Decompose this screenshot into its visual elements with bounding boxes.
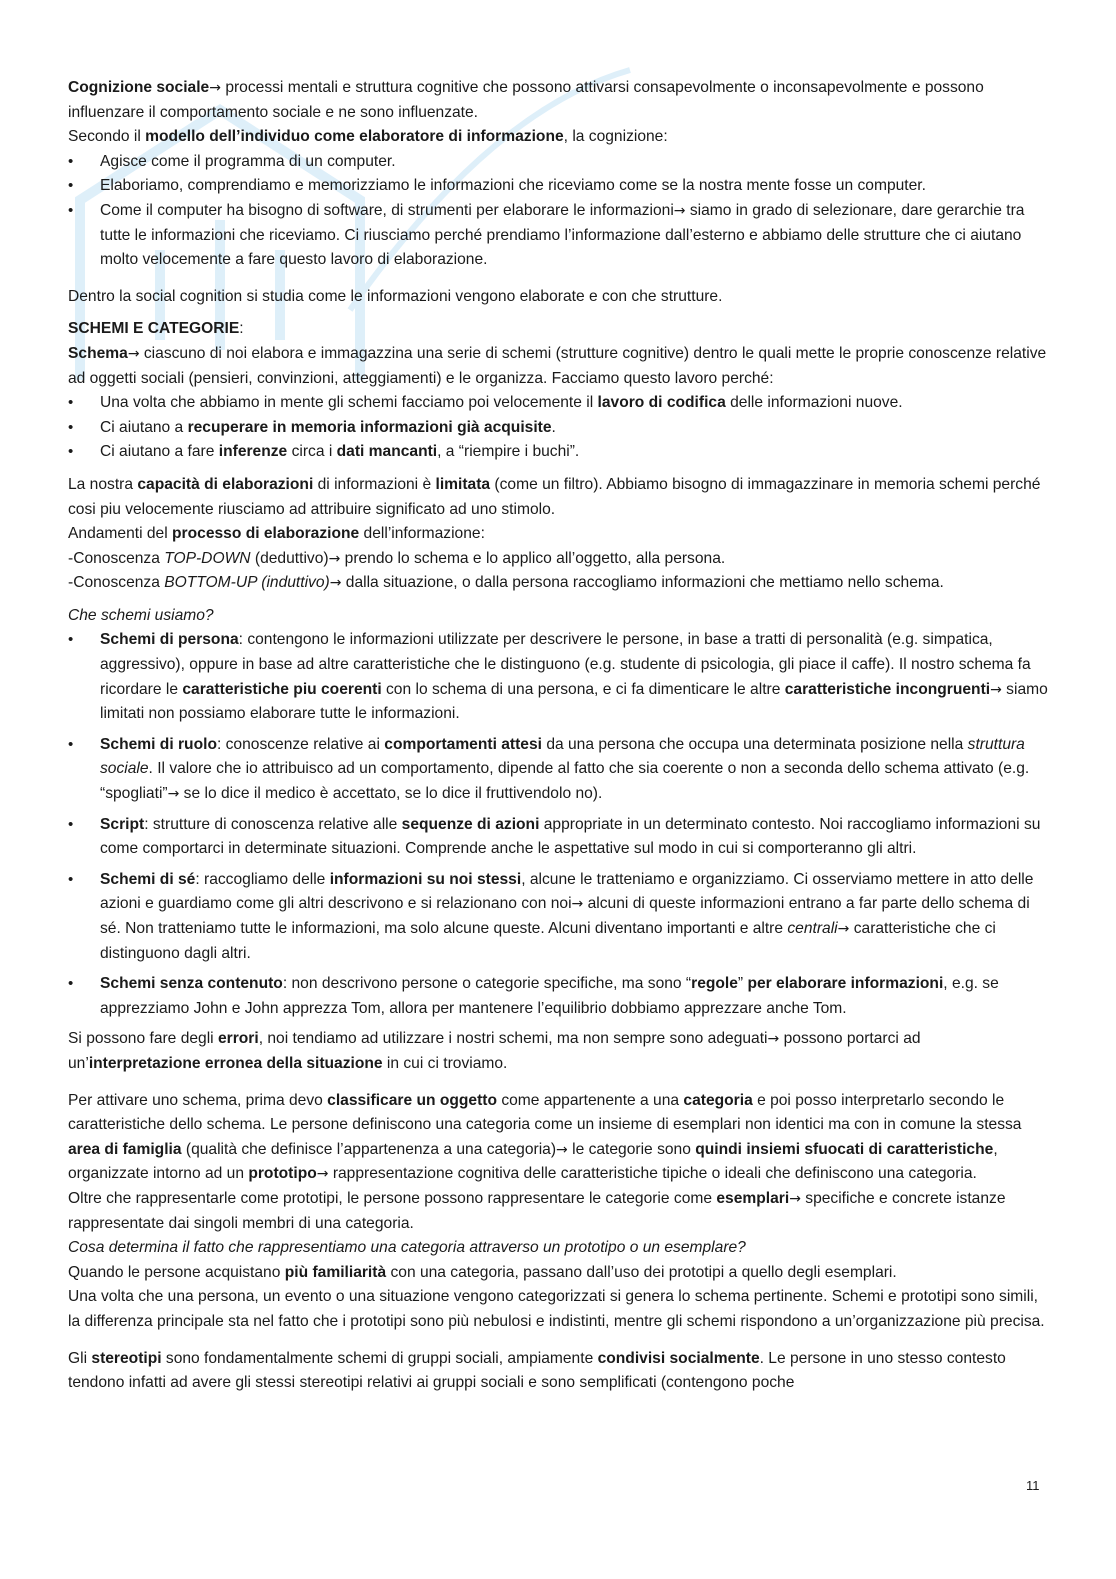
text-run: Gli <box>68 1349 92 1367</box>
bold-term: condivisi socialmente <box>597 1349 760 1367</box>
text-run: , organizzate intorno ad un <box>68 1140 998 1183</box>
italic-text: BOTTOM-UP (induttivo) <box>164 574 330 592</box>
text-run: circa i <box>287 443 337 461</box>
bold-term: per elaborare informazioni <box>747 975 944 993</box>
bold-term: sequenze di azioni <box>401 815 540 833</box>
list-item <box>68 391 1048 416</box>
text-run: Ci aiutano a <box>100 418 188 436</box>
paragraph-p13 <box>68 1187 1048 1236</box>
bold-term: comportamenti attesi <box>384 735 542 753</box>
paragraph-p3 <box>68 285 1048 310</box>
bold-term: Schemi di persona <box>100 631 239 649</box>
bold-term: Schemi di sé <box>100 870 196 888</box>
list-item <box>68 813 1048 862</box>
list-item <box>68 972 1048 1021</box>
bold-term: limitata <box>435 475 491 493</box>
list-item <box>68 174 1048 199</box>
bold-term: esemplari <box>716 1189 790 1207</box>
text-run: Una volta che abbiamo in mente gli schemi facciamo poi velocemente il <box>100 394 598 412</box>
list-item <box>68 868 1048 966</box>
paragraph-p8 <box>68 547 1048 572</box>
list-item <box>68 150 1048 175</box>
text-run: ciascuno di noi elabora e immagazzina una serie di schemi (strutture cognitive) dentro le quali mette le proprie conoscenze relative ad oggetti sociali (pensieri, convinzioni, atteggiamenti) e le organizza. Facciamo questo lavoro perché: <box>68 344 1047 387</box>
text-run: caratteristiche che ci distinguono dagli altri. <box>100 920 996 962</box>
bold-term: recuperare in memoria informazioni già acquisite <box>187 418 552 436</box>
bold-term: processo di elaborazione <box>172 525 360 543</box>
text-run: appropriate in un determinato contesto. Noi raccogliamo informazioni su come comportarci in determinate situazioni. Comprende anche le aspettative sul modo in cui si comporteranno gli altri. <box>100 815 1041 858</box>
text-run: : conoscenze relative ai <box>216 735 385 753</box>
arrow-icon: → <box>329 575 342 592</box>
text-run: (qualità che definisce l’appartenenza a una categoria) <box>181 1140 557 1158</box>
text-run: rappresentazione cognitiva delle caratteristiche tipiche o ideali che definiscono una categoria. <box>328 1165 977 1183</box>
text-run: con una categoria, passano dall’uso dei prototipi a quello degli esemplari. <box>386 1263 897 1281</box>
text-run: Oltre che rappresentarle come prototipi, le persone possono rappresentare le categorie come <box>68 1189 717 1207</box>
bold-term: quindi insiemi sfuocati di caratteristiche <box>695 1140 994 1158</box>
bold-term: capacità di elaborazioni <box>137 475 314 493</box>
paragraph-p11 <box>68 1027 1048 1076</box>
paragraph-p4 <box>68 317 1048 342</box>
text-run: come appartenente a una <box>497 1091 684 1109</box>
arrow-icon: → <box>767 1031 780 1048</box>
text-run: prendo lo schema e lo applico all’oggetto, alla persona. <box>340 549 726 567</box>
text-run: siamo in grado di selezionare, dare gerarchie tra tutte le informazioni che riceviamo. Ci riusciamo perché prendiamo l’informazione dall’esterno e abbiamo delle strutture che ci aiutano molto velocemente a fare questo lavoro di elaborazione. <box>100 201 1025 269</box>
text-run: da una persona che occupa una determinata posizione nella <box>541 735 968 753</box>
arrow-icon: → <box>127 345 140 362</box>
bold-term: classificare un oggetto <box>327 1091 497 1109</box>
arrow-icon: → <box>990 681 1002 698</box>
document-body <box>68 76 1048 1396</box>
text-run: Andamenti del <box>68 525 173 543</box>
bold-term: Schemi di ruolo <box>100 735 217 753</box>
text-run: Una volta che una persona, un evento o una situazione vengono categorizzati si genera lo schema pertinente. Schemi e prototipi sono simili, la differenza principale sta nel fatto che i prototipi sono più nebulosi e indistinti, mentre gli schemi rispondono a un’organizzazione più precisa. <box>68 1288 1045 1330</box>
paragraph-p17 <box>68 1347 1048 1396</box>
paragraph-p7 <box>68 522 1048 547</box>
text-run: specifiche e concrete istanze rappresentate dai singoli membri di una categoria. <box>68 1189 1006 1232</box>
text-run: Ci aiutano a fare <box>100 443 219 461</box>
bold-term: modello dell’individuo come elaboratore di informazione <box>145 128 564 146</box>
arrow-icon: → <box>316 1166 329 1183</box>
text-run: Si possono fare degli <box>68 1030 218 1048</box>
paragraph-p16 <box>68 1285 1048 1334</box>
text-run: : <box>239 320 244 338</box>
text-run: : raccogliamo delle <box>195 870 330 888</box>
text-run: , a “riempire i buchi”. <box>437 443 580 461</box>
bold-term: SCHEMI E CATEGORIE <box>68 320 240 338</box>
text-run: . Le persone in uno stesso contesto tendono infatti ad avere gli stessi stereotipi relativi ai gruppi sociali e sono semplificati (contengono poche <box>68 1349 1006 1392</box>
text-run: Quando le persone acquistano <box>68 1263 285 1281</box>
list-item <box>68 199 1048 273</box>
text-run: . <box>551 418 556 436</box>
bold-term: caratteristiche piu coerenti <box>182 680 382 698</box>
arrow-icon: → <box>328 550 341 567</box>
list-item <box>68 440 1048 465</box>
bold-term: Schema <box>68 344 128 362</box>
arrow-icon: → <box>556 1141 568 1158</box>
text-run: di informazioni è <box>313 475 436 493</box>
list-item <box>68 416 1048 441</box>
arrow-icon: → <box>167 786 180 803</box>
text-run: dalla situazione, o dalla persona raccogliamo informazioni che mettiamo nello schema. <box>341 574 944 592</box>
text-run: Elaboriamo, comprendiamo e memorizziamo le informazioni che riceviamo come se la nostra mente fosse un computer. <box>100 177 926 195</box>
italic-text: struttura sociale <box>100 735 1025 778</box>
text-run: Dentro la social cognition si studia come le informazioni vengono elaborate e con che strutture. <box>68 287 723 305</box>
bold-term: lavoro di codifica <box>597 394 726 412</box>
arrow-icon: → <box>673 202 686 219</box>
bold-term: caratteristiche incongruenti <box>784 680 991 698</box>
text-run: : contengono le informazioni utilizzate per descrivere le persone, in base a tratti di personalità (e.g. simpatica, aggressivo), oppure in base ad altre caratteristiche che le distinguono (e.g. studente di psicologia, gli piace il caffe). Il nostro schema fa ricordare le <box>100 631 1031 698</box>
text-run: , e.g. se apprezziamo John e John apprezza Tom, allora per mantenere l’equilibrio dobbiamo apprezzare anche Tom. <box>100 975 999 1017</box>
bullet-list-l1 <box>68 150 1048 273</box>
italic-text: centrali <box>787 920 838 937</box>
paragraph-p6 <box>68 473 1048 522</box>
bold-term: regole <box>691 975 738 993</box>
bold-term: area di famiglia <box>68 1140 182 1158</box>
bold-term: più familiarità <box>284 1263 387 1281</box>
bold-term: stereotipi <box>91 1349 162 1367</box>
paragraph-p12 <box>68 1089 1048 1187</box>
text-run: Per attivare uno schema, prima devo <box>68 1091 328 1109</box>
paragraph-p2 <box>68 125 1048 150</box>
text-run: con lo schema di una persona, e ci fa dimenticare le altre <box>381 680 785 698</box>
text-run: , alcune le tratteniamo e organizziamo. Ci osserviamo mettere in atto delle azioni e guardiamo come gli altri descrivono e si relazionano con noi <box>100 870 1034 913</box>
text-run: delle informazioni nuove. <box>725 394 903 412</box>
bold-term: inferenze <box>218 443 288 461</box>
text-run: processi mentali e struttura cognitive che possono attivarsi consapevolmente o inconsapevolmente e possono influenzare il comportamento sociale e ne sono influenzate. <box>68 79 984 121</box>
text-run: (come un filtro). Abbiamo bisogno di immagazzinare in memoria schemi perché cosi piu velocemente riusciamo ad attribuire significato ad uno stimolo. <box>68 475 1041 518</box>
text-run: ” <box>737 975 748 993</box>
paragraph-p9 <box>68 571 1048 596</box>
text-run: , la cognizione: <box>563 128 668 146</box>
text-run: -Conoscenza <box>68 574 165 592</box>
text-run: e poi posso interpretarlo secondo le caratteristiche dello schema. Le persone definiscono una categoria come un insieme di esemplari non identici ma con in comune la stessa <box>68 1091 1022 1134</box>
paragraph-p5 <box>68 342 1048 391</box>
bold-term: interpretazione erronea della situazione <box>88 1054 383 1072</box>
text-run: : non descrivono persone o categorie specifiche, ma sono “ <box>282 975 692 993</box>
bold-term: informazioni su noi stessi <box>329 870 522 888</box>
arrow-icon: → <box>209 80 221 96</box>
text-run: -Conoscenza <box>68 549 165 567</box>
paragraph-p15 <box>68 1261 1048 1286</box>
page-number: 11 <box>1026 1478 1040 1493</box>
arrow-icon: → <box>789 1190 801 1207</box>
paragraph-p1 <box>68 76 1048 125</box>
text-run: , noi tendiamo ad utilizzare i nostri schemi, ma non sempre sono adeguati <box>258 1030 768 1048</box>
bold-term: prototipo <box>248 1165 317 1183</box>
text-run: se lo dice il medico è accettato, se lo dice il fruttivendolo no). <box>179 785 603 803</box>
text-run: Agisce come il programma di un computer. <box>100 152 396 170</box>
text-run: siamo limitati non possiamo elaborare tutte le informazioni. <box>100 680 1048 723</box>
paragraph-p10 <box>68 604 1048 629</box>
text-run: sono fondamentalmente schemi di gruppi sociali, ampiamente <box>161 1349 598 1367</box>
text-run: alcuni di queste informazioni entrano a far parte dello schema di sé. Non tratteniamo tutte le informazioni, ma solo alcune queste. Alcuni diventano importanti e altre <box>100 895 1030 937</box>
text-run: . Il valore che io attribuisco ad un comportamento, dipende al fatto che sia coerente o non a seconda dello schema attivato (e.g. “spogliati” <box>100 760 1030 803</box>
list-item <box>68 628 1048 726</box>
bold-term: categoria <box>683 1091 753 1109</box>
text-run: (deduttivo) <box>250 549 329 567</box>
text-run: : strutture di conoscenza relative alle <box>144 815 402 833</box>
bold-term: dati mancanti <box>336 443 438 461</box>
bold-term: Cognizione sociale <box>68 79 210 96</box>
italic-text: TOP-DOWN <box>164 549 251 567</box>
bold-term: Schemi senza contenuto <box>100 975 283 993</box>
bold-term: Script <box>100 815 145 833</box>
italic-text: Che schemi usiamo? <box>68 606 214 624</box>
bullet-list-l2 <box>68 391 1048 465</box>
text-run: Come il computer ha bisogno di software, di strumenti per elaborare le informazioni <box>100 201 674 219</box>
text-run: La nostra <box>68 475 138 493</box>
italic-text: Cosa determina il fatto che rappresentiamo una categoria attraverso un prototipo o un esemplare? <box>68 1239 746 1257</box>
bullet-list-l3 <box>68 628 1048 1021</box>
paragraph-p14 <box>68 1236 1048 1261</box>
text-run: dell’informazione: <box>359 525 485 543</box>
text-run: Secondo il <box>68 128 146 146</box>
arrow-icon: → <box>571 896 584 913</box>
text-run: le categorie sono <box>567 1140 696 1158</box>
text-run: possono portarci ad un’ <box>68 1030 921 1072</box>
text-run: in cui ci troviamo. <box>382 1054 508 1072</box>
list-item <box>68 733 1048 807</box>
bold-term: errori <box>217 1030 259 1048</box>
arrow-icon: → <box>837 921 850 937</box>
